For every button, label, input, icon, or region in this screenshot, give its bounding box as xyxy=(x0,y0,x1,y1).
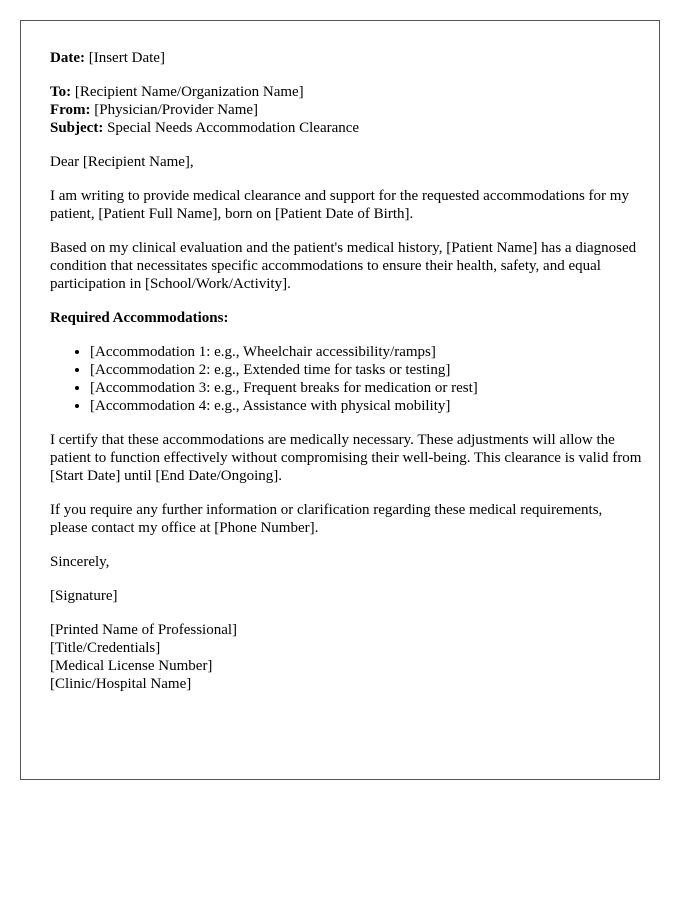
from-line xyxy=(50,101,642,119)
title-credentials: [Title/Credentials] xyxy=(50,640,161,656)
date-line xyxy=(50,49,642,67)
signature-block xyxy=(50,621,642,693)
license-number: [Medical License Number] xyxy=(50,658,213,674)
list-item: • [Accommodation 4: e.g., Assistance with physical mobility] xyxy=(90,397,642,415)
printed-name: [Printed Name of Professional] xyxy=(50,622,238,638)
paragraph-intro: I am writing to provide medical clearance and support for the requested accommodations for my patient, [Patient Full Name], born on [Patient Date of Birth]. xyxy=(50,188,629,222)
to-line xyxy=(50,83,642,101)
accommodations-list xyxy=(50,343,642,415)
date-value: [Insert Date] xyxy=(88,50,165,66)
letter-page xyxy=(20,20,660,780)
from-value: [Physician/Provider Name] xyxy=(94,102,259,118)
paragraph-certification: I certify that these accommodations are medically necessary. These adjustments will allow the patient to function effectively without compromising their well-being. This clearance is valid from [Start Date] until [End Date/Ongoing]. xyxy=(50,432,642,484)
from-label: From: xyxy=(50,102,91,118)
letter-body xyxy=(50,49,642,709)
list-item: • [Accommodation 2: e.g., Extended time for tasks or testing] xyxy=(90,361,642,379)
paragraph-contact: If you require any further information or clarification regarding these medical requirements, please contact my office at [Phone Number]. xyxy=(50,502,603,536)
list-item: • [Accommodation 3: e.g., Frequent breaks for medication or rest] xyxy=(90,379,642,397)
subject-label: Subject: xyxy=(50,120,104,136)
salutation: Dear [Recipient Name], xyxy=(50,154,194,170)
header-block xyxy=(50,83,642,137)
subject-value: Special Needs Accommodation Clearance xyxy=(107,120,360,136)
list-item: • [Accommodation 1: e.g., Wheelchair accessibility/ramps] xyxy=(90,343,642,361)
date-label: Date: xyxy=(50,50,85,66)
to-value: [Recipient Name/Organization Name] xyxy=(74,84,304,100)
signature: [Signature] xyxy=(50,588,118,604)
clinic-name: [Clinic/Hospital Name] xyxy=(50,676,192,692)
accommodations-heading: Required Accommodations: xyxy=(50,310,229,326)
closing: Sincerely, xyxy=(50,554,110,570)
to-label: To: xyxy=(50,84,72,100)
paragraph-evaluation: Based on my clinical evaluation and the patient's medical history, [Patient Name] has a diagnosed condition that necessitates specific accommodations to ensure their health, safety, and equal participation in [School/Work/Activity]. xyxy=(50,240,637,292)
subject-line xyxy=(50,119,642,137)
